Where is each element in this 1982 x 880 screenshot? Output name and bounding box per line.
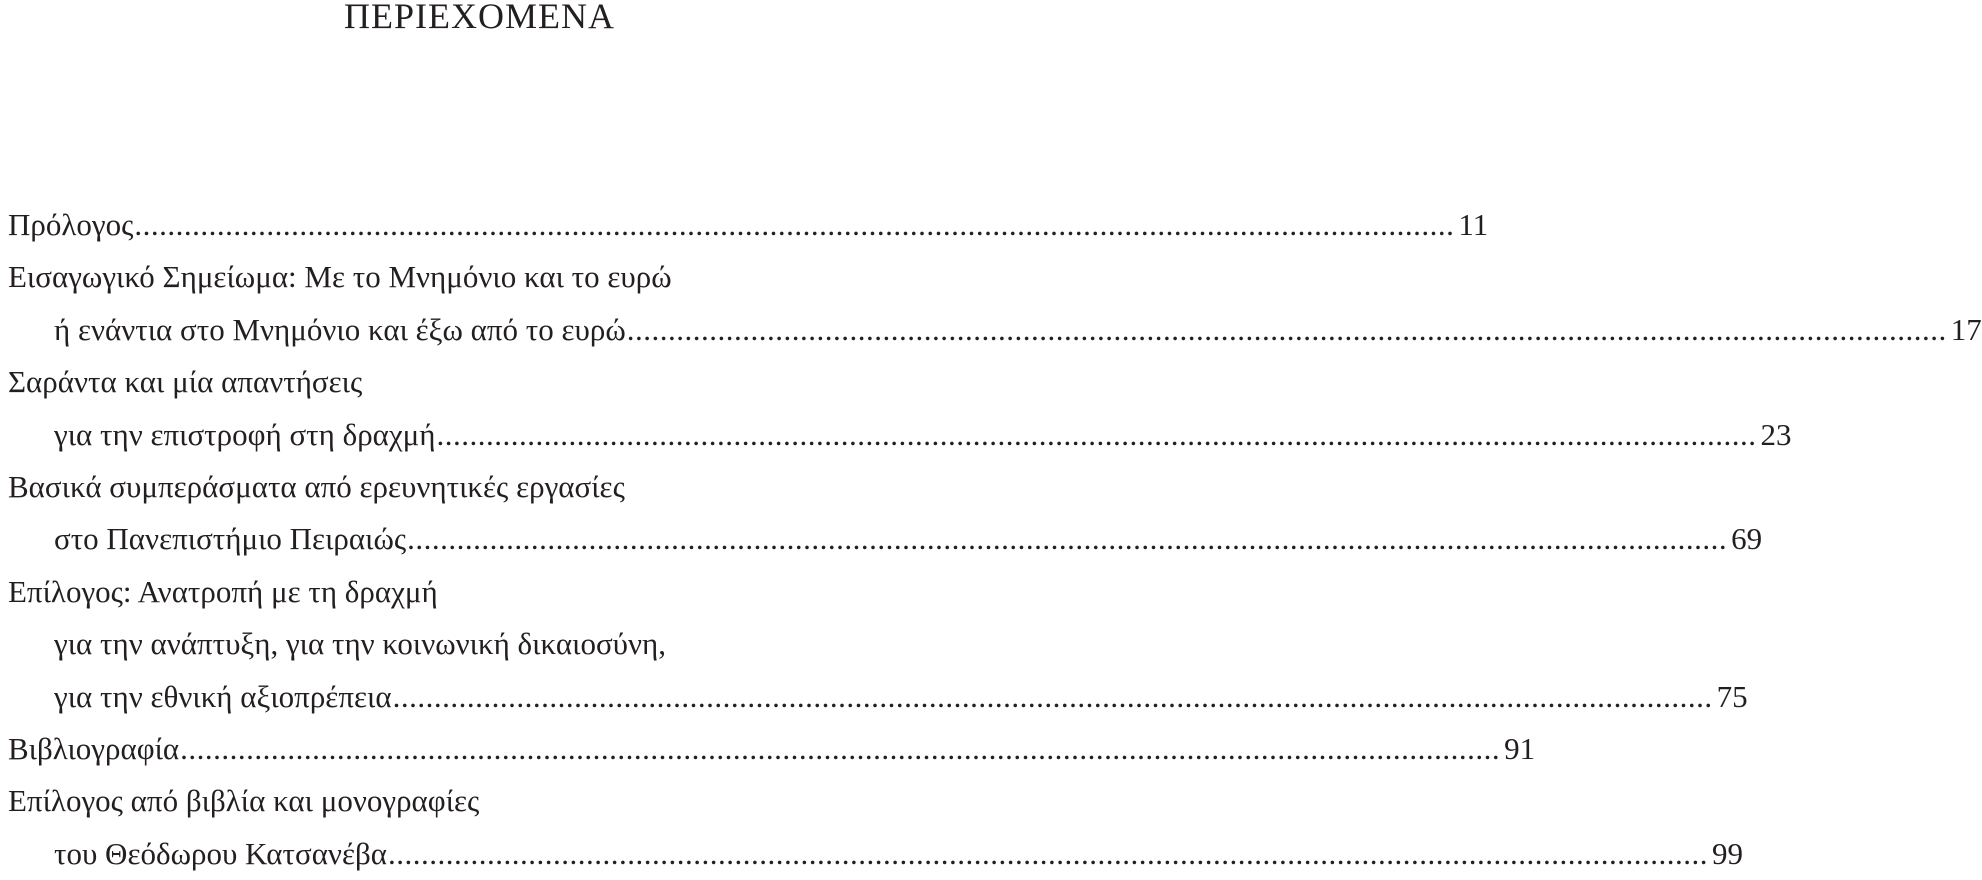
toc-entry-forty-one-answers-continuation [8,409,1792,461]
toc-entry-title-continuation: για την ανάπτυξη, για την κοινωνική δικαιοσύνη, [54,626,666,662]
toc-entry-title: Βιβλιογραφία [8,730,180,766]
toc-entry-introductory-note [8,251,957,303]
toc-page-number: 23 [1760,416,1792,452]
toc-page-number: 99 [1711,835,1743,871]
toc-entry-title: Επίλογος: Ανατροπή με τη δραχμή [8,573,438,609]
toc-entry-epilogue-from-books [8,775,957,827]
toc-entry-title: Εισαγωγικό Σημείωμα: Με το Μνημόνιο και το ευρώ [8,259,672,295]
dot-leader: ................................................................................................................................................................ [436,416,1757,452]
toc-entry-title-continuation: για την επιστροφή στη δραχμή [54,416,436,452]
dot-leader: ................................................................................................................................................................ [387,835,1708,871]
toc-entry-epilogue-continuation [8,671,1748,723]
page-title: ΠΕΡΙΕΧΟΜΕΝΑ [344,0,615,36]
table-of-contents [8,199,1982,880]
toc-page-number: 91 [1504,730,1536,766]
toc-entry-title: Βασικά συμπεράσματα από ερευνητικές εργασίες [8,468,625,504]
toc-entry-title-continuation: για την εθνική αξιοπρέπεια [54,678,392,714]
toc-entry-epilogue-continuation [8,618,957,670]
toc-entry-introductory-note-continuation [8,304,1982,356]
toc-entry-epilogue [8,566,957,618]
dot-leader: ................................................................................................................................................................ [626,311,1947,347]
dot-leader: ................................................................................................................................................................ [134,207,1455,242]
toc-page-number: 17 [1950,311,1982,347]
toc-entry-title-continuation: του Θεόδωρου Κατσανέβα [54,835,387,871]
toc-entry-bibliography [8,723,1536,775]
dot-leader: ................................................................................................................................................................ [392,678,1713,714]
toc-entry-title: Πρόλογος [8,207,134,242]
toc-entry-forty-one-answers [8,356,957,408]
toc-entry-prologue [8,199,1489,251]
dot-leader: ................................................................................................................................................................ [180,730,1501,766]
toc-entry-title-continuation: στο Πανεπιστήμιο Πειραιώς [54,521,407,557]
toc-entry-basic-conclusions-continuation [8,513,1763,565]
dot-leader: ................................................................................................................................................................ [407,521,1728,557]
toc-entry-title-continuation: ή ενάντια στο Μνημόνιο και έξω από το ευρώ [54,311,626,347]
toc-page-number: 69 [1731,521,1763,557]
toc-page-number: 11 [1458,207,1489,242]
toc-entry-epilogue-from-books-continuation [8,828,1743,880]
toc-entry-title: Επίλογος από βιβλία και μονογραφίες [8,783,480,819]
toc-entry-title: Σαράντα και μία απαντήσεις [8,364,363,400]
toc-entry-basic-conclusions [8,461,957,513]
toc-page-number: 75 [1716,678,1748,714]
